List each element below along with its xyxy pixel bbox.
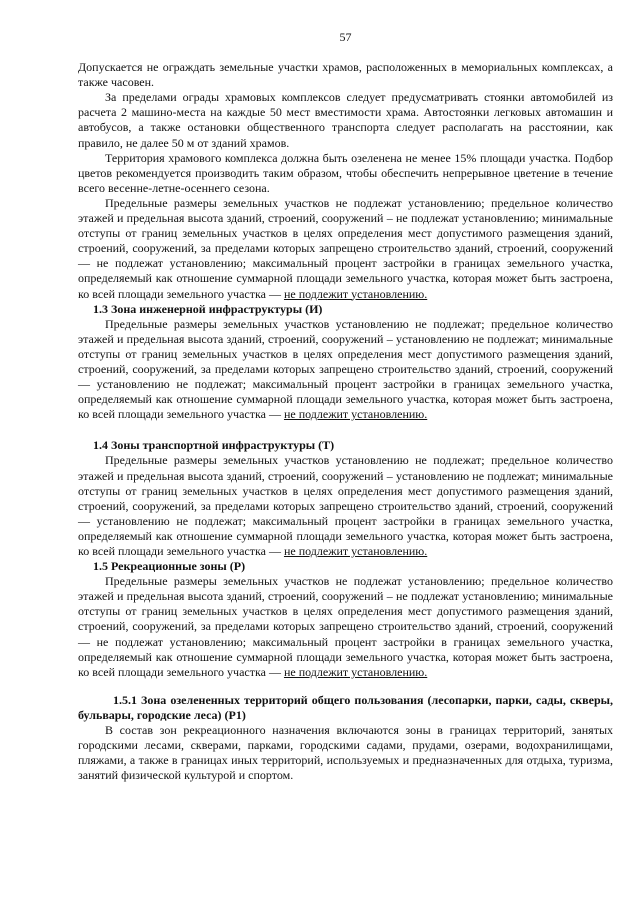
paragraph-landscaping: Территория храмового комплекса должна быть озеленена не менее 15% площади участка. Подбор цветов рекомендуется производить таким образом, чтобы обеспечить непрерывное цветение в течение всего весенне-летне-осеннего сезона. (78, 150, 613, 195)
spacer (78, 680, 613, 693)
paragraph-text: Предельные размеры земельных участков не подлежат установлению; предельное количество этажей и предельная высота зданий, строений, сооружений – не подлежат установлению; минимальные отступы от границ земельных участков в целях определения мест допустимого размещения зданий, строений, сооружений, за пределами которых запрещено строительство зданий, строений, сооружений — не подлежат установлению; максимальный процент застройки в границах земельного участка, определяемый как отношение суммарной площади земельного участка, которая может быть застроена, ко всей площади земельного участка — (78, 195, 613, 301)
paragraph-limits-engineering (78, 317, 613, 423)
paragraph-limits-religious (78, 196, 613, 302)
paragraph-limits-transport (78, 453, 613, 559)
paragraph-chapel-fencing: Допускается не ограждать земельные участки храмов, расположенных в мемориальных комплексах, а также часовен. (78, 60, 613, 90)
paragraph-text: Предельные размеры земельных участков не подлежат установлению; предельное количество этажей и предельная высота зданий, строений, сооружений – не подлежат установлению; минимальные отступы от границ земельных участков в целях определения мест допустимого размещения зданий, строений, сооружений, за пределами которых запрещено строительство зданий, строений, сооружений — не подлежат установлению; максимальный процент застройки в границах земельного участка, определяемый как отношение суммарной площади земельного участка, которая может быть застроена, ко всей площади земельного участка — (78, 574, 613, 679)
heading-1-5-1: 1.5.1 Зона озелененных территорий общего пользования (лесопарки, парки, сады, скверы, бульвары, городские леса) (Р1) (78, 692, 613, 722)
paragraph-limits-recreation (78, 574, 613, 680)
paragraph-text: Предельные размеры земельных участков установлению не подлежат; предельное количество этажей и предельная высота зданий, строений, сооружений – установлению не подлежат; минимальные отступы от границ земельных участков в целях определения мест допустимого размещения зданий, строений, сооружений, за пределами которых запрещено строительство зданий, строений, сооружений — установлению не подлежат; максимальный процент застройки в границах земельного участка, определяемый как отношение суммарной площади земельного участка, которая может быть застроена, ко всей площади земельного участка — (78, 316, 613, 422)
paragraph-recreation-composition: В состав зон рекреационного назначения включаются зоны в границах территорий, занятых городскими лесами, скверами, парками, городскими садами, прудами, озерами, водохранилищами, пляжами, а также в границах иных территорий, используемых и предназначенных для отдыха, туризма, занятий физической культурой и спортом. (78, 723, 613, 783)
document-page (78, 30, 613, 783)
heading-1-5: 1.5 Рекреационные зоны (Р) (93, 559, 246, 574)
spacer (78, 422, 613, 438)
heading-1-4: 1.4 Зоны транспортной инфраструктуры (Т) (93, 438, 335, 453)
paragraph-text: Предельные размеры земельных участков установлению не подлежат; предельное количество этажей и предельная высота зданий, строений, сооружений – установлению не подлежат; минимальные отступы от границ земельных участков в целях определения мест допустимого размещения зданий, строений, сооружений, за пределами которых запрещено строительство зданий, строений, сооружений — установлению не подлежат; максимальный процент застройки в границах земельного участка, определяемый как отношение суммарной площади земельного участка, которая может быть застроена, ко всей площади земельного участка — (78, 453, 613, 558)
underlined-text: не подлежит установлению. (283, 544, 428, 558)
paragraph-parking: За пределами ограды храмовых комплексов следует предусматривать стоянки автомобилей из расчета 2 машино-места на каждые 50 мест вместимости храма. Автостоянки легковых автомашин и автобусов, а также остановки общественного транспорта следует располагать на расстоянии, как правило, не далее 50 м от зданий храмов. (78, 90, 613, 150)
underlined-text: не подлежит установлению. (283, 407, 428, 422)
underlined-text: не подлежит установлению. (283, 286, 428, 301)
page-number: 57 (339, 30, 352, 44)
heading-1-3: 1.3 Зона инженерной инфраструктуры (И) (93, 301, 323, 316)
underlined-text: не подлежит установлению. (283, 664, 428, 679)
